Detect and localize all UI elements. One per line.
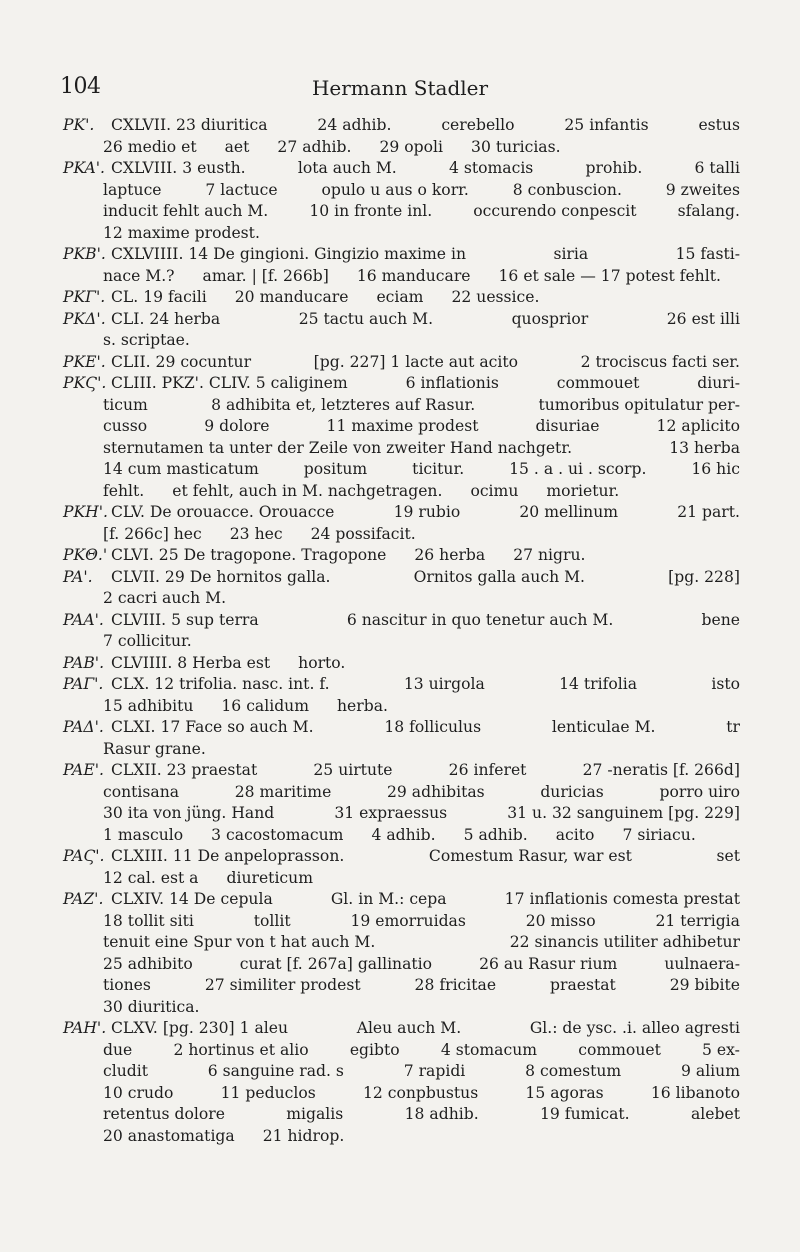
entry-first-line [0,287,800,309]
entry-continuation-line [0,524,800,546]
entry-continuation-line [0,266,800,288]
entry-first-line [0,846,800,868]
apparatus-entry [0,309,800,352]
running-title: Hermann Stadler [311,76,489,100]
entry-continuation-line [0,954,800,976]
entry-siglum: PA'. [63,567,93,586]
entry-line-text: cludit 6 sanguine rad. s 7 rapidi 8 comestum 9 alium [103,1062,740,1080]
entry-continuation-line [0,588,800,610]
apparatus-entry [0,115,800,158]
apparatus-entry [0,760,800,846]
entry-first-line [0,1018,800,1040]
entry-line-text: CLVI. 25 De tragopone. Tragopone 26 herba 27 nigru. [111,546,586,564]
entry-first-line [0,373,800,395]
entry-line-text: tenuit eine Spur von t hat auch M. 22 sinancis utiliter adhibetur [103,933,740,951]
apparatus-entry [0,610,800,653]
page-number: 104 [60,74,101,99]
entry-continuation-line [0,911,800,933]
entry-siglum: PAB'. [63,653,105,672]
entry-line-text: 12 maxime prodest. [103,223,260,242]
entry-line-text: CLV. De orouacce. Orouacce 19 rubio 20 mellinum 21 part. [111,503,740,521]
entry-line-text: CXLVII. 23 diuritica 24 adhib. cerebello 25 infantis estus [111,116,740,134]
entry-line-text: cusso 9 dolore 11 maxime prodest disuriae 12 aplicito [103,417,740,435]
entry-continuation-line [0,223,800,245]
entry-line-text: inducit fehlt auch M. 10 in fronte inl. occurendo conpescit sfalang. [103,202,740,220]
entry-continuation-line [0,825,800,847]
entry-continuation-line [0,1061,800,1083]
entry-siglum: PAZ'. [63,890,104,908]
apparatus-entry [0,567,800,610]
entry-line-text: 7 collicitur. [103,632,192,650]
entry-line-text: laptuce 7 lactuce opulo u aus o korr. 8 conbuscion. 9 zweites [103,180,740,199]
entry-line-text: ticum 8 adhibita et, letzteres auf Rasur. tumoribus opitulatur per- [103,395,740,414]
entry-first-line [0,244,800,266]
entry-siglum: PKϚ'. [63,374,107,392]
apparatus-entry [0,717,800,760]
entry-continuation-line [0,997,800,1019]
entry-continuation-line [0,137,800,159]
apparatus-entry [0,352,800,374]
entry-line-text: s. scriptae. [103,331,190,349]
entry-line-text: CLVIIII. 8 Herba est horto. [111,653,346,672]
entry-continuation-line [0,438,800,460]
entry-first-line [0,760,800,782]
entry-line-text: 20 anastomatiga 21 hidrop. [103,1126,345,1145]
entry-line-text: 30 ita von jüng. Hand 31 expraessus 31 u. 32 sanguinem [pg. 229] [103,804,740,822]
entry-line-text: 30 diuritica. [103,997,200,1016]
apparatus-entry [0,889,800,1018]
entry-siglum: PAΔ'. [63,718,104,736]
entry-line-text: contisana 28 maritime 29 adhibitas duricias porro uiro [103,782,740,801]
entry-line-text: retentus dolore migalis 18 adhib. 19 fumicat. alebet [103,1105,740,1123]
entry-first-line [0,653,800,675]
apparatus-entry [0,373,800,502]
entry-line-text: 15 adhibitu 16 calidum herba. [103,696,388,715]
entry-siglum: PKΓ'. [63,288,106,306]
entry-siglum: PKB'. [63,245,106,263]
entry-line-text: CLXI. 17 Face so auch M. 18 folliculus lenticulae M. tr [111,718,740,736]
entry-continuation-line [0,1083,800,1105]
apparatus-entry [0,545,800,567]
entry-line-text: CLII. 29 cocuntur [pg. 227] 1 lacte aut acito 2 trociscus facti ser. [111,352,740,371]
entry-first-line [0,502,800,524]
entry-first-line [0,545,800,567]
entry-line-text: Rasur grane. [103,739,206,758]
apparatus-entries [0,115,800,1147]
entry-line-text: CXLVIII. 3 eusth. lota auch M. 4 stomacis prohib. 6 talli [111,159,740,177]
entry-line-text: CLI. 24 herba 25 tactu auch M. quosprior 26 est illi [111,309,740,328]
entry-continuation-line [0,481,800,503]
entry-line-text: 14 cum masticatum positum ticitur. 15 . a . ui . scorp. 16 hic [103,460,740,478]
entry-continuation-line [0,739,800,761]
entry-siglum: PKΔ'. [63,309,106,328]
entry-continuation-line [0,868,800,890]
entry-siglum: PKΘ.' [63,546,108,564]
entry-line-text: CLXII. 23 praestat 25 uirtute 26 inferet 27 -neratis [f. 266d] [111,761,740,779]
entry-siglum: PK'. [63,116,95,134]
entry-continuation-line [0,1040,800,1062]
entry-siglum: PKH'. [63,503,108,521]
entry-line-text: 2 cacri auch M. [103,589,227,607]
entry-line-text: [f. 266c] hec 23 hec 24 possifacit. [103,524,416,543]
entry-continuation-line [0,180,800,202]
entry-continuation-line [0,1104,800,1126]
entry-siglum: PKA'. [63,159,106,177]
apparatus-entry [0,287,800,309]
entry-continuation-line [0,975,800,997]
entry-continuation-line [0,416,800,438]
apparatus-entry [0,158,800,244]
entry-first-line [0,115,800,137]
entry-line-text: 12 cal. est a diureticum [103,868,313,887]
entry-first-line [0,158,800,180]
entry-first-line [0,567,800,589]
entry-siglum: PAH'. [63,1019,107,1037]
entry-line-text: tiones 27 similiter prodest 28 fricitae praestat 29 bibite [103,976,740,994]
entry-first-line [0,309,800,331]
entry-siglum: PAΓ'. [63,675,104,693]
entry-continuation-line [0,395,800,417]
entry-continuation-line [0,696,800,718]
entry-line-text: nace M.? amar. | [f. 266b] 16 manducare 16 et sale — 17 potest fehlt. [103,266,721,285]
entry-line-text: 25 adhibito curat [f. 267a] gallinatio 26 au Rasur rium uulnaera- [103,954,740,973]
entry-siglum: PKE'. [63,352,106,371]
entry-line-text: CLVII. 29 De hornitos galla. Ornitos galla auch M. [pg. 228] [111,567,740,586]
apparatus-entry [0,653,800,675]
entry-siglum: PAϚ'. [63,847,105,865]
apparatus-entry [0,674,800,717]
entry-first-line [0,610,800,632]
entry-line-text: CLXIV. 14 De cepula Gl. in M.: cepa 17 inflationis comesta prestat [111,890,740,908]
entry-line-text: CXLVIIII. 14 De gingioni. Gingizio maxime in siria 15 fasti- [111,245,740,263]
entry-continuation-line [0,1126,800,1148]
entry-continuation-line [0,459,800,481]
entry-first-line [0,352,800,374]
entry-line-text: sternutamen ta unter der Zeile von zweiter Hand nachgetr. 13 herba [103,438,740,457]
entry-continuation-line [0,932,800,954]
entry-line-text: fehlt. et fehlt, auch in M. nachgetragen. ocimu morietur. [103,481,620,500]
entry-line-text: 1 masculo 3 cacostomacum 4 adhib. 5 adhib. acito 7 siriacu. [103,825,696,844]
entry-line-text: CLXIII. 11 De anpeloprasson. Comestum Rasur, war est set [111,847,740,865]
entry-line-text: 26 medio et aet 27 adhib. 29 opoli 30 turicias. [103,137,561,156]
entry-continuation-line [0,330,800,352]
apparatus-entry [0,846,800,889]
apparatus-entry [0,502,800,545]
entry-line-text: CLX. 12 trifolia. nasc. int. f. 13 uirgola 14 trifolia isto [111,675,740,693]
entry-line-text: 10 crudo 11 peduclos 12 conpbustus 15 agoras 16 libanoto [103,1083,740,1102]
apparatus-entry [0,1018,800,1147]
entry-siglum: PAA'. [63,610,104,629]
entry-continuation-line [0,201,800,223]
entry-line-text: 18 tollit siti tollit 19 emorruidas 20 misso 21 terrigia [103,911,740,930]
page-header [0,74,800,108]
entry-siglum: PAE'. [63,761,104,779]
entry-continuation-line [0,803,800,825]
entry-line-text: CLIII. PKZ'. CLIV. 5 caliginem 6 inflationis commouet diuri- [111,374,740,392]
entry-first-line [0,889,800,911]
entry-first-line [0,674,800,696]
entry-line-text: CL. 19 facili 20 manducare eciam 22 uessice. [111,288,540,306]
entry-first-line [0,717,800,739]
entry-line-text: CLVIII. 5 sup terra 6 nascitur in quo tenetur auch M. bene [111,610,740,629]
entry-line-text: due 2 hortinus et alio egibto 4 stomacum commouet 5 ex- [103,1040,740,1059]
entry-continuation-line [0,782,800,804]
entry-line-text: CLXV. [pg. 230] 1 aleu Aleu auch M. Gl.: de ysc. .i. alleo agresti [111,1019,740,1037]
apparatus-entry [0,244,800,287]
entry-continuation-line [0,631,800,653]
